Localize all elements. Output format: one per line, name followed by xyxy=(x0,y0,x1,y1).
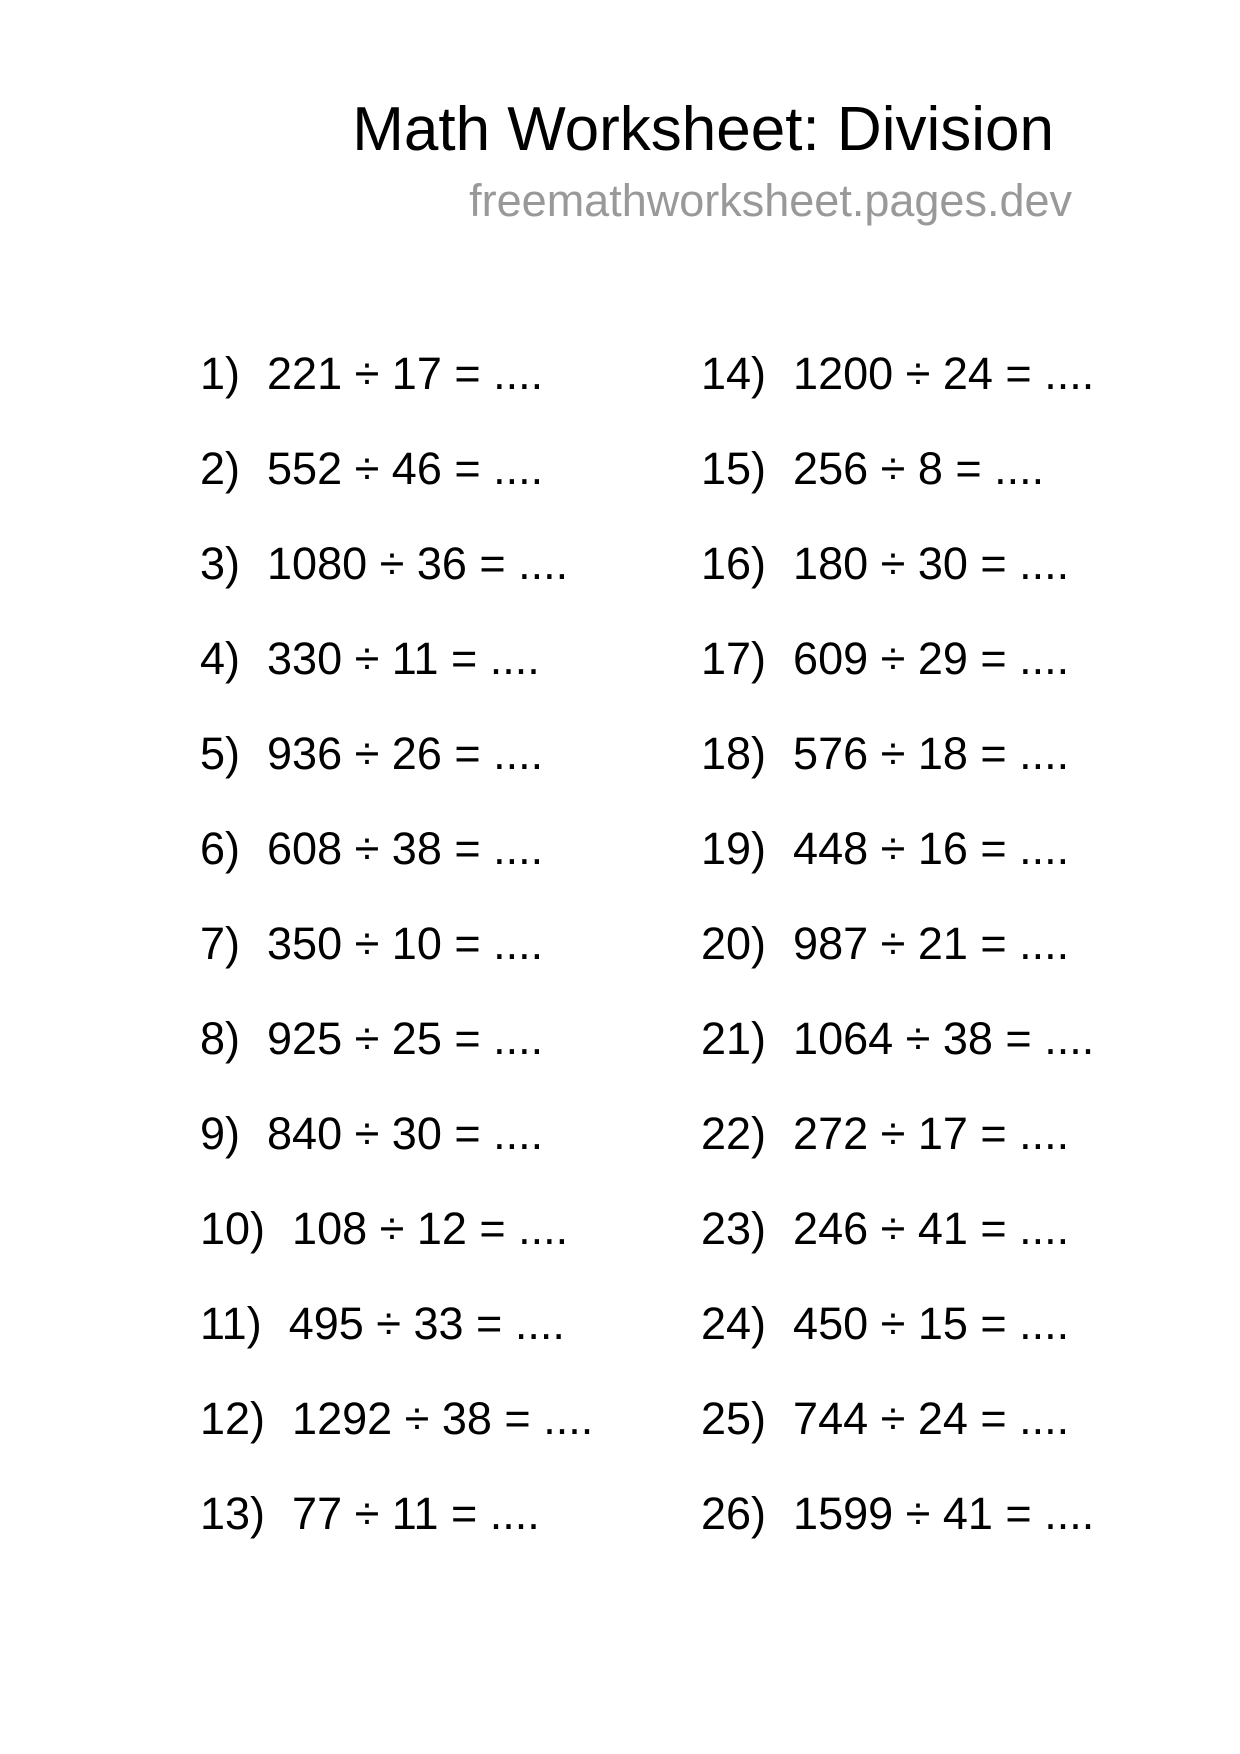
problem-number: 24) xyxy=(701,1298,767,1349)
problem-number: 21) xyxy=(701,1013,767,1064)
problem-number: 3) xyxy=(200,538,241,589)
problem-row xyxy=(200,991,593,1086)
problem-row xyxy=(200,1466,593,1561)
problem-expression: 495 ÷ 33 = .... xyxy=(288,1298,565,1349)
problems-column-right xyxy=(701,326,1094,1561)
problem-row xyxy=(701,1371,1094,1466)
problem-row xyxy=(701,1181,1094,1276)
problem-number: 22) xyxy=(701,1108,767,1159)
problem-number: 25) xyxy=(701,1393,767,1444)
problem-number: 10) xyxy=(200,1203,266,1254)
problem-number: 26) xyxy=(701,1488,767,1539)
problem-expression: 608 ÷ 38 = .... xyxy=(267,823,544,874)
problem-expression: 180 ÷ 30 = .... xyxy=(793,538,1070,589)
problem-number: 23) xyxy=(701,1203,767,1254)
problem-expression: 1599 ÷ 41 = .... xyxy=(793,1488,1095,1539)
problem-expression: 744 ÷ 24 = .... xyxy=(793,1393,1070,1444)
problem-number: 13) xyxy=(200,1488,266,1539)
problem-row xyxy=(200,1371,593,1466)
problem-number: 6) xyxy=(200,823,241,874)
problem-row xyxy=(701,1466,1094,1561)
problem-number: 16) xyxy=(701,538,767,589)
problem-expression: 108 ÷ 12 = .... xyxy=(292,1203,569,1254)
problem-number: 12) xyxy=(200,1393,266,1444)
problem-expression: 609 ÷ 29 = .... xyxy=(793,633,1070,684)
problem-number: 15) xyxy=(701,443,767,494)
problem-row xyxy=(200,326,593,421)
problem-row xyxy=(200,516,593,611)
problem-expression: 552 ÷ 46 = .... xyxy=(267,443,544,494)
problem-row xyxy=(200,1181,593,1276)
problem-expression: 350 ÷ 10 = .... xyxy=(267,918,544,969)
problem-row xyxy=(701,991,1094,1086)
problem-number: 17) xyxy=(701,633,767,684)
problem-number: 19) xyxy=(701,823,767,874)
problem-number: 2) xyxy=(200,443,241,494)
problem-row xyxy=(701,896,1094,991)
problem-row xyxy=(701,1086,1094,1181)
problem-number: 9) xyxy=(200,1108,241,1159)
problem-row xyxy=(701,326,1094,421)
problem-expression: 1200 ÷ 24 = .... xyxy=(793,348,1095,399)
problem-row xyxy=(200,706,593,801)
problem-number: 11) xyxy=(200,1298,262,1349)
problem-expression: 840 ÷ 30 = .... xyxy=(267,1108,544,1159)
problem-row xyxy=(701,1276,1094,1371)
problem-expression: 221 ÷ 17 = .... xyxy=(267,348,544,399)
problem-row xyxy=(200,421,593,516)
problem-row xyxy=(701,421,1094,516)
problem-number: 20) xyxy=(701,918,767,969)
problem-number: 8) xyxy=(200,1013,241,1064)
problem-row xyxy=(200,896,593,991)
problem-expression: 1292 ÷ 38 = .... xyxy=(292,1393,594,1444)
problem-expression: 448 ÷ 16 = .... xyxy=(793,823,1070,874)
problem-number: 1) xyxy=(200,348,241,399)
problem-expression: 936 ÷ 26 = .... xyxy=(267,728,544,779)
worksheet-title: Math Worksheet: Division xyxy=(352,95,1054,164)
problem-row xyxy=(701,516,1094,611)
problems-column-left xyxy=(200,326,593,1561)
problem-expression: 925 ÷ 25 = .... xyxy=(267,1013,544,1064)
problem-expression: 450 ÷ 15 = .... xyxy=(793,1298,1070,1349)
problem-number: 7) xyxy=(200,918,241,969)
problem-expression: 330 ÷ 11 = .... xyxy=(267,633,540,684)
problem-row xyxy=(200,1276,593,1371)
problem-number: 5) xyxy=(200,728,241,779)
problem-number: 18) xyxy=(701,728,767,779)
worksheet-subtitle-url: freemathworksheet.pages.dev xyxy=(469,175,1072,226)
problem-row xyxy=(200,801,593,896)
problem-row xyxy=(200,611,593,706)
problem-expression: 246 ÷ 41 = .... xyxy=(793,1203,1070,1254)
problem-expression: 256 ÷ 8 = .... xyxy=(793,443,1045,494)
problem-number: 4) xyxy=(200,633,241,684)
problem-expression: 1080 ÷ 36 = .... xyxy=(267,538,569,589)
problem-expression: 987 ÷ 21 = .... xyxy=(793,918,1070,969)
problem-expression: 272 ÷ 17 = .... xyxy=(793,1108,1070,1159)
problem-row xyxy=(200,1086,593,1181)
problem-row xyxy=(701,611,1094,706)
problem-number: 14) xyxy=(701,348,767,399)
problem-expression: 77 ÷ 11 = .... xyxy=(292,1488,540,1539)
problem-expression: 576 ÷ 18 = .... xyxy=(793,728,1070,779)
problem-row xyxy=(701,706,1094,801)
problem-expression: 1064 ÷ 38 = .... xyxy=(793,1013,1095,1064)
problem-row xyxy=(701,801,1094,896)
